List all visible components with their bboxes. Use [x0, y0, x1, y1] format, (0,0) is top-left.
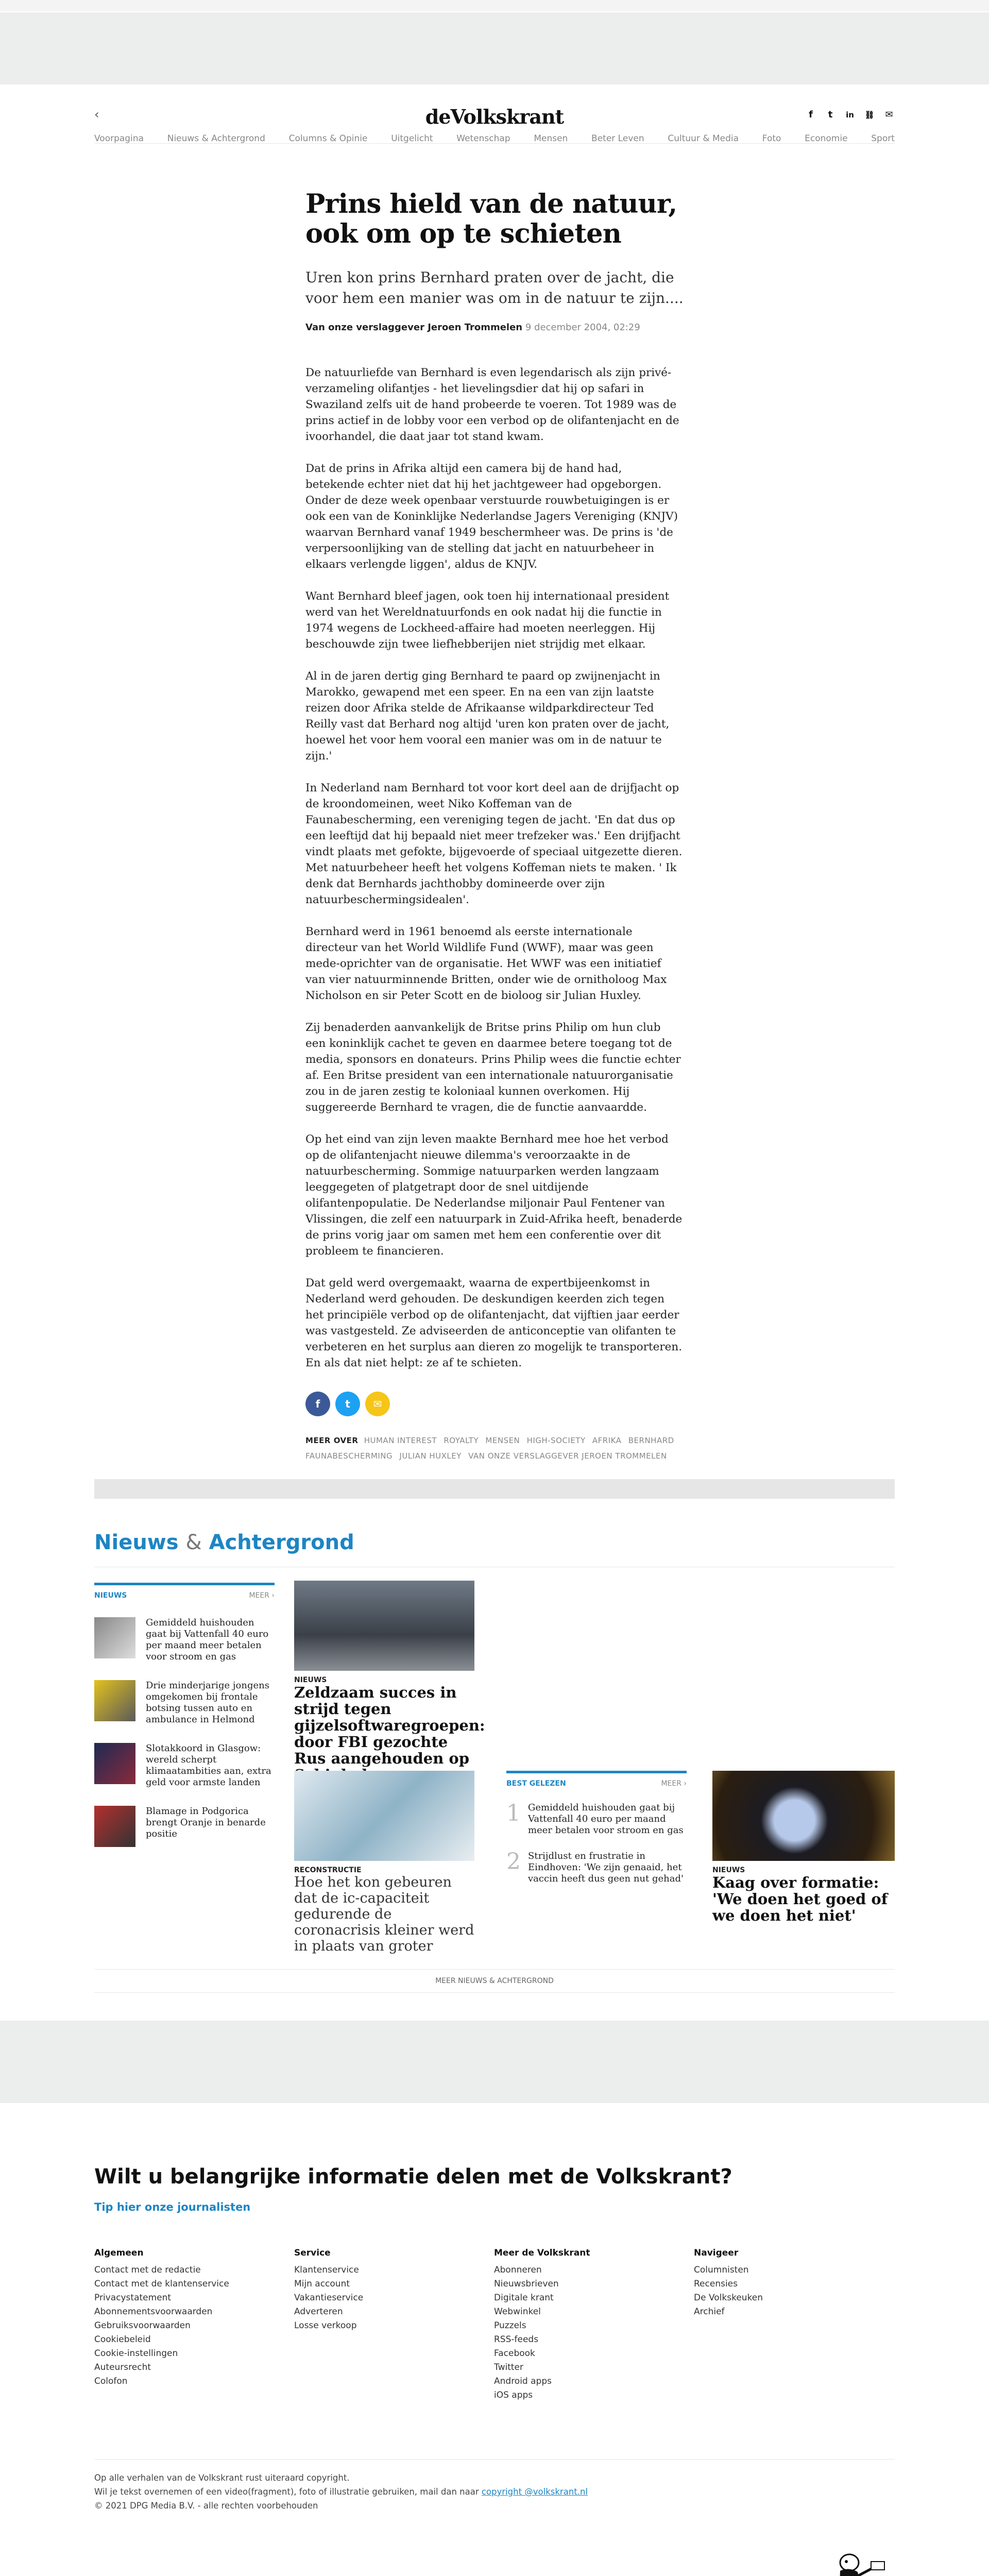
tag-link[interactable]: VAN ONZE VERSLAGGEVER JEROEN TROMMELEN	[468, 1451, 667, 1461]
ad-banner-bottom	[0, 2021, 989, 2103]
byline	[305, 322, 684, 333]
footer-link[interactable]: Cookiebeleid	[94, 2334, 151, 2345]
footer-link[interactable]: Digitale krant	[494, 2293, 554, 2303]
feature-title: Kaag over formatie: 'We doen het goed of we doen het niet'	[712, 1874, 888, 1924]
tag-link[interactable]: ROYALTY	[444, 1436, 479, 1445]
share-twitter-icon[interactable]: t	[335, 1392, 360, 1416]
tip-link[interactable]: Tip hier onze journalisten	[94, 2201, 251, 2213]
rank-number: 2	[506, 1849, 521, 1875]
footer-headline: Wilt u belangrijke informatie delen met de Volkskrant?	[94, 2165, 732, 2189]
linkedin-icon[interactable]: in	[846, 110, 854, 120]
feature-title: Hoe het kon gebeuren dat de ic-capaciteit gedurende de coronacrisis kleiner werd in plaats van groter	[294, 1874, 474, 1954]
nieuws-column	[94, 1583, 275, 1847]
main-nav	[94, 133, 895, 144]
paragraph: In Nederland nam Bernhard tot voor kort deel aan de drijfjacht op de kroondomeinen, weet Niko Koffeman van de Faunabescherming, een vereniging tegen de jacht. 'En dat dus op een leeftijd dat hij bepaald niet meer trefzeker was.' Een drijfjacht vindt plaats met gefokte, bijgevoerde of speciaal uitgezette dieren. Met natuurbeheer heeft het volgens Koffeman niets te maken. ' Ik denk dat Bernhards jachthobby domineerde over zijn natuurbeschermingsidealen'.	[305, 782, 683, 906]
section-title[interactable]	[94, 1531, 895, 1567]
footer-link[interactable]: iOS apps	[494, 2390, 533, 2400]
section-title-a: Nieuws	[94, 1531, 179, 1554]
nav-economie[interactable]: Economie	[805, 133, 848, 144]
best-item-title: Strijdlust en frustratie in Eindhoven: 'We zijn genaaid, het vaccin heeft dus geen nut gehad'	[528, 1851, 684, 1884]
tag-link[interactable]: FAUNABESCHERMING	[305, 1451, 393, 1461]
paragraph: Dat geld werd overgemaakt, waarna de expertbijeenkomst in Nederland werd gehouden. De deskundigen keerden zich tegen het principiële verbod op de olifantenjacht, dat vijftien jaar eerder was vastgesteld. Ze adviseerden de anticonceptie van olifanten te verbeteren en het surplus aan dieren zo mogelijk te transporteren. En als dat niet helpt: ze af te schieten.	[305, 1277, 683, 1369]
footer-link[interactable]: Contact met de redactie	[94, 2265, 201, 2275]
footer-link[interactable]: Facebook	[494, 2348, 535, 2359]
list-item[interactable]	[94, 1617, 275, 1663]
footer-link[interactable]: Archief	[694, 2307, 725, 2317]
nav-mensen[interactable]: Mensen	[534, 133, 568, 144]
footer-link[interactable]: Cookie-instellingen	[94, 2348, 178, 2359]
site-logo[interactable]	[425, 105, 564, 128]
section-title-b: Achtergrond	[209, 1531, 354, 1554]
footer-column-title: Navigeer	[694, 2248, 739, 2258]
footer-link[interactable]: Abonneren	[494, 2265, 542, 2275]
copyright-email-link[interactable]: copyright @volkskrant.nl	[481, 2487, 588, 2497]
tag-link[interactable]: MENSEN	[485, 1436, 520, 1445]
news-grid	[94, 1567, 895, 1969]
top-strip	[0, 0, 989, 11]
nav-nieuws-achtergrond[interactable]: Nieuws & Achtergrond	[167, 133, 265, 144]
list-item-title: Blamage in Podgorica brengt Oranje in benarde positie	[146, 1806, 266, 1839]
best-item-title: Gemiddeld huishouden gaat bij Vattenfall 40 euro per maand meer betalen voor stroom en gas	[528, 1802, 684, 1836]
logo-prefix: de	[425, 105, 451, 128]
link-icon[interactable]: ⛓	[864, 110, 875, 120]
article	[305, 144, 684, 1464]
footer-link[interactable]: Webwinkel	[494, 2307, 541, 2317]
back-arrow-icon[interactable]: ‹	[94, 107, 99, 122]
feature-image	[294, 1771, 474, 1861]
list-item[interactable]	[94, 1680, 275, 1725]
tag-link[interactable]: HIGH-SOCIETY	[526, 1436, 586, 1445]
feature-image	[294, 1581, 474, 1671]
article-headline: Prins hield van de natuur, ook om op te schieten	[305, 189, 677, 249]
footer-link[interactable]: Contact met de klantenservice	[94, 2279, 229, 2289]
best-item[interactable]	[506, 1851, 687, 1885]
feature-label: NIEUWS	[294, 1676, 327, 1684]
nieuws-header	[94, 1583, 275, 1600]
footer-column-algemeen	[94, 2246, 294, 2402]
share-facebook-icon[interactable]: f	[305, 1392, 330, 1416]
thumbnail	[94, 1680, 135, 1721]
footer-link[interactable]: Auteursrecht	[94, 2362, 151, 2372]
nav-voorpagina[interactable]: Voorpagina	[94, 133, 144, 144]
footer-column-title: Algemeen	[94, 2248, 144, 2258]
footer-link[interactable]: Puzzels	[494, 2320, 526, 2331]
news-section	[94, 1531, 895, 1969]
list-item-title: Gemiddeld huishouden gaat bij Vattenfall 40 euro per maand meer betalen voor stroom en gas	[146, 1617, 269, 1662]
tag-link[interactable]: HUMAN INTEREST	[364, 1436, 437, 1445]
nav-columns-opinie[interactable]: Columns & Opinie	[288, 133, 368, 144]
footer-link[interactable]: Colofon	[94, 2376, 128, 2386]
section-title-amp: &	[185, 1531, 202, 1554]
footer-link[interactable]: Nieuwsbrieven	[494, 2279, 559, 2289]
paragraph: Op het eind van zijn leven maakte Bernhard mee hoe het verbod op de olifantenjacht nieuwe dilemma's veroorzaakte in de natuurbescherming. Sommige natuurparken werden langzaam leeggegeten of platgetrapt door de snel uitdijende olifantenpopulatie. De Nederlandse miljonair Paul Fentener van Vlissingen, die zelf een natuurpark in Zuid-Afrika heeft, benaderde de prins vorig jaar om samen met hem een conferentie over dit probleem te financieren.	[305, 1133, 683, 1258]
footer-link[interactable]: Mijn account	[294, 2279, 350, 2289]
section-divider	[94, 1479, 895, 1499]
article-lead: Uren kon prins Bernhard praten over de jacht, die voor hem een manier was om in de natuur te zijn....	[305, 269, 684, 307]
list-item[interactable]	[94, 1806, 275, 1847]
footer-link[interactable]: Vakantieservice	[294, 2293, 364, 2303]
footer-link[interactable]: De Volkskeuken	[694, 2293, 763, 2303]
nav-cultuur-media[interactable]: Cultuur & Media	[668, 133, 739, 144]
ad-banner-top	[0, 12, 989, 84]
share-buttons	[305, 1392, 684, 1416]
copyright-line-2	[94, 2485, 895, 2499]
paragraph: Want Bernhard bleef jagen, ook toen hij internationaal president werd van het Wereldnatuurfonds en ook nadat hij die functie in 1974 wegens de Lockheed-affaire had moeten neerleggen. Hij beschouwde zijn twee liefhebberijen niet strijdig met elkaar.	[305, 590, 670, 651]
footer-column-meer	[494, 2246, 694, 2402]
paragraph: Dat de prins in Afrika altijd een camera bij de hand had, betekende echter niet dat hij het jachtgeweer had opgeborgen. Onder de deze week openbaar verstuurde rouwbetuigingen is er ook een van de Koninklijke Nederlandse Jagers Vereniging (KNJV) waarvan Bernhard vanaf 1949 beschermheer was. De prins is 'de verpersoonlijking van de stelling dat jacht en natuurbeheer in elkaars verlengde liggen', aldus de KNJV.	[305, 462, 678, 571]
footer-link[interactable]: Abonnementsvoorwaarden	[94, 2307, 213, 2317]
footer-link[interactable]: Android apps	[494, 2376, 552, 2386]
tag-link[interactable]: JULIAN HUXLEY	[399, 1451, 462, 1461]
tag-link[interactable]: BERNHARD	[628, 1436, 674, 1445]
footer-link[interactable]: Recensies	[694, 2279, 738, 2289]
more-section-link[interactable]: MEER NIEUWS & ACHTERGROND	[94, 1969, 895, 1993]
footer-link[interactable]: Columnisten	[694, 2265, 749, 2275]
footer-link[interactable]: Losse verkoop	[294, 2320, 357, 2331]
feature-image	[712, 1771, 895, 1861]
logo-name: Volkskrant	[450, 105, 564, 128]
share-mail-icon[interactable]: ✉	[365, 1392, 390, 1416]
feature-story-2[interactable]	[294, 1771, 474, 1954]
footer-column-navigeer	[694, 2246, 894, 2402]
thumbnail	[94, 1806, 135, 1847]
footer-link[interactable]: Gebruiksvoorwaarden	[94, 2320, 191, 2331]
copyright-line-1: Op alle verhalen van de Volkskrant rust uiteraard copyright.	[94, 2473, 350, 2483]
copyright	[94, 2459, 895, 2513]
paragraph: De natuurliefde van Bernhard is even legendarisch als zijn privé-verzameling olifantjes - het lievelingsdier dat hij op safari in Swaziland zelfs uit de hand probeerde te voeren. Tot 1989 was de prins actief in de lobby voor een verbod op de olifantenjacht en de ivoorhandel, die daat jaar tot stand kwam.	[305, 366, 679, 443]
twitter-icon[interactable]: t	[828, 109, 833, 120]
paragraph: Zij benaderden aanvankelijk de Britse prins Philip om hun club een koninklijk cachet te geven en daarmee betere toegang tot de media, sponsors en donateurs. Prins Philip wees die functie echter af. Een Britse president van een internationale natuurorganisatie zou in de jaren zestig te koloniaal kunnen overkomen. Hij suggereerde Bernhard te vragen, die de functie aanvaardde.	[305, 1021, 681, 1114]
byline-date: 9 december 2004, 02:29	[525, 322, 640, 333]
nieuws-label: NIEUWS	[94, 1591, 127, 1600]
footer-column-title: Meer de Volkskrant	[494, 2248, 590, 2258]
footer-column-service	[294, 2246, 494, 2402]
footer-column-title: Service	[294, 2248, 331, 2258]
paragraph: Al in de jaren dertig ging Bernhard te paard op zwijnenjacht in Marokko, gewapend met een speer. En na een van zijn laatste reizen door Afrika stelde de Afrikaanse wildparkdirecteur Ted Reilly vast dat Berhard nog altijd 'uren kon praten over de jacht, hoewel het voor hem vooral een manier was om in de natuur te zijn.'	[305, 670, 670, 762]
best-more-link[interactable]: MEER ›	[661, 1780, 687, 1788]
byline-author: Van onze verslaggever Jeroen Trommelen	[305, 322, 523, 333]
nieuws-more-link[interactable]: MEER ›	[249, 1591, 275, 1600]
tags	[305, 1433, 684, 1464]
tag-link[interactable]: AFRIKA	[592, 1436, 622, 1445]
mail-icon[interactable]: ✉	[885, 109, 893, 120]
nav-wetenschap[interactable]: Wetenschap	[456, 133, 510, 144]
best-label: BEST GELEZEN	[506, 1780, 566, 1788]
facebook-icon[interactable]: f	[809, 109, 813, 120]
thumbnail	[94, 1743, 135, 1784]
footer-link[interactable]: Privacystatement	[94, 2293, 172, 2303]
feature-story-1[interactable]	[294, 1581, 485, 1767]
thumbnail	[94, 1617, 135, 1658]
nav-sport[interactable]: Sport	[871, 133, 895, 144]
copyright-text: Wil je tekst overnemen of een video(fragment), foto of illustratie gebruiken, mail dan naar	[94, 2487, 482, 2497]
footer-link[interactable]: Twitter	[494, 2362, 523, 2372]
best-gelezen	[506, 1771, 687, 1885]
feature-title: Zeldzaam succes in strijd tegen gijzelsoftwaregroepen: door FBI gezochte Rus aangehouden op	[294, 1684, 485, 1767]
feature-label: NIEUWS	[712, 1866, 745, 1874]
copyright-line-3: © 2021 DPG Media B.V. - alle rechten voorbehouden	[94, 2501, 318, 2511]
list-item-title: Drie minderjarige jongens omgekomen bij frontale botsing tussen auto en ambulance in Helmond	[146, 1680, 269, 1725]
best-item[interactable]	[506, 1802, 687, 1836]
footer-link[interactable]: RSS-feeds	[494, 2334, 539, 2345]
tags-label: MEER OVER	[305, 1436, 359, 1445]
nav-uitgelicht[interactable]: Uitgelicht	[391, 133, 433, 144]
footer-link[interactable]: Adverteren	[294, 2307, 343, 2317]
footer-columns	[94, 2246, 895, 2402]
nav-foto[interactable]: Foto	[762, 133, 781, 144]
list-item-title: Slotakkoord in Glasgow: wereld scherpt klimaatambities aan, extra geld voor armste landen	[146, 1743, 271, 1788]
mascot-illustration	[828, 2551, 890, 2576]
social-links	[805, 109, 895, 121]
footer	[94, 2103, 895, 2513]
article-body	[305, 365, 684, 1371]
list-item[interactable]	[94, 1743, 275, 1788]
rank-number: 1	[506, 1800, 521, 1826]
best-header	[506, 1771, 687, 1788]
feature-label: RECONSTRUCTIE	[294, 1866, 362, 1874]
nav-beter-leven[interactable]: Beter Leven	[591, 133, 644, 144]
feature-story-3[interactable]	[712, 1771, 895, 1924]
site-header	[94, 84, 895, 144]
footer-link[interactable]: Klantenservice	[294, 2265, 359, 2275]
paragraph: Bernhard werd in 1961 benoemd als eerste internationale directeur van het World Wildlife Fund (WWF), maar was geen mede-oprichter van de organisatie. Het WWF was een initiatief van vier natuurminnende Britten, onder wie de ornitholoog Max Nicholson en sir Peter Scott en de bioloog sir Julian Huxley.	[305, 925, 667, 1002]
